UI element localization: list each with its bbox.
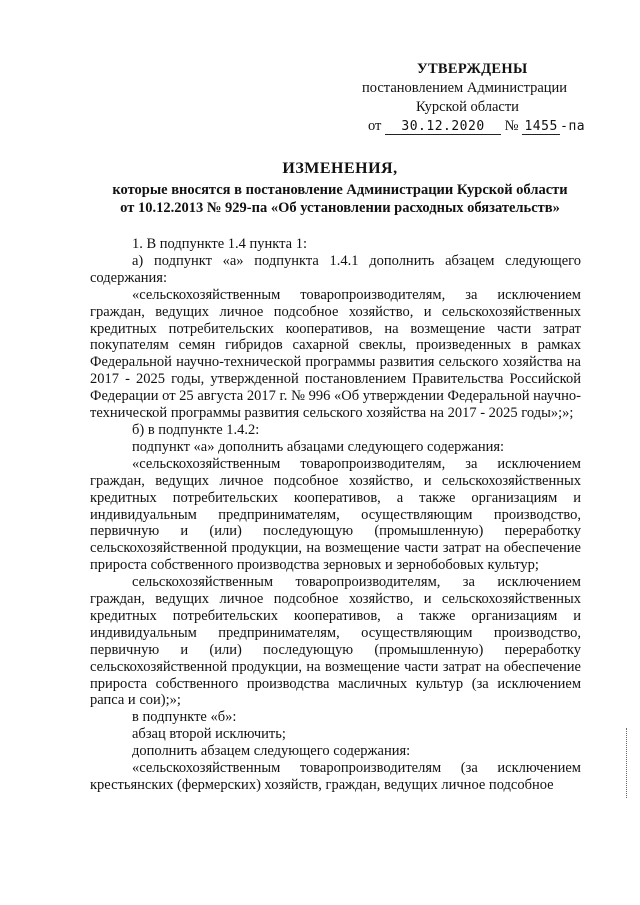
- paragraph: в подпункте «б»:: [132, 709, 237, 726]
- paragraph: абзац второй исключить;: [132, 726, 286, 743]
- paragraph: сельскохозяйственным товаропроизводителям, за исключением граждан, ведущих личное подсобное хозяйство, и сельскохозяйственных кредитных потребительских кооперативов, а также организациям и индивидуальным предпринимателям, осуществляющим производство, первичную и (или) последующую (промышленную) переработку сельскохозяйственной продукции, на возмещение части затрат на обеспечение прироста собственного производства масличных культур (за исключением рапса и сои);»;: [90, 574, 581, 709]
- approval-line-2: Курской области: [416, 99, 519, 115]
- heading-subtitle-line-1: которые вносятся в постановление Администрации Курской области: [112, 181, 568, 198]
- number-label: №: [504, 118, 519, 134]
- heading-subtitle-line-2: от 10.12.2013 № 929-па «Об установлении расходных обязательств»: [120, 200, 560, 216]
- approval-line-1: постановлением Администрации: [362, 80, 568, 96]
- from-label: от: [368, 118, 382, 134]
- paragraph: 1. В подпункте 1.4 пункта 1:: [132, 236, 308, 252]
- document-body: [90, 236, 581, 794]
- paragraph: «сельскохозяйственным товаропроизводителям, за исключением граждан, ведущих личное подсобное хозяйство, и сельскохозяйственных кредитных потребительских кооперативов, а также организациям и индивидуальным предпринимателям, осуществляющим производство, первичную и (или) последующую (промышленную) переработку сельскохозяйственной продукции, на возмещение части затрат на обеспечение прироста собственного производства зерновых и зернобобовых культур;: [90, 455, 581, 574]
- heading-title: ИЗМЕНЕНИЯ,: [282, 160, 398, 177]
- approval-number: 1455: [522, 119, 560, 135]
- paragraph: а) подпункт «а» подпункта 1.4.1 дополнить абзацем следующего содержания:: [90, 252, 581, 286]
- approval-title: УТВЕРЖДЕНЫ: [417, 61, 528, 77]
- approval-date-number: [360, 117, 610, 136]
- scan-margin-mark: [626, 728, 631, 798]
- paragraph: «сельскохозяйственным товаропроизводителям, за исключением граждан, ведущих личное подсобное хозяйство, и сельскохозяйственных кредитных потребительских кооперативов, на возмещение части затрат покупателям семян гибридов сахарной свеклы, произведенных в рамках Федеральной научно-технической программы развития сельского хозяйства на 2017 - 2025 годы, утвержденной постановлением Правительства Российской Федерации от 25 августа 2017 г. № 996 «Об утверждении Федеральной научно-технической программы развития сельского хозяйства на 2017 - 2025 годы»;»;: [90, 286, 581, 422]
- document-heading: [90, 160, 590, 218]
- paragraph: дополнить абзацем следующего содержания:: [132, 743, 411, 760]
- paragraph: подпункт «а» дополнить абзацами следующего содержания:: [132, 438, 505, 455]
- paragraph: «сельскохозяйственным товаропроизводителям (за исключением крестьянских (фермерских) хозяйств, граждан, ведущих личное подсобное: [90, 760, 581, 793]
- approval-date: 30.12.2020: [385, 119, 501, 135]
- approval-block: [360, 60, 610, 136]
- approval-number-suffix: -па: [560, 119, 586, 134]
- paragraph: б) в подпункте 1.4.2:: [132, 421, 260, 438]
